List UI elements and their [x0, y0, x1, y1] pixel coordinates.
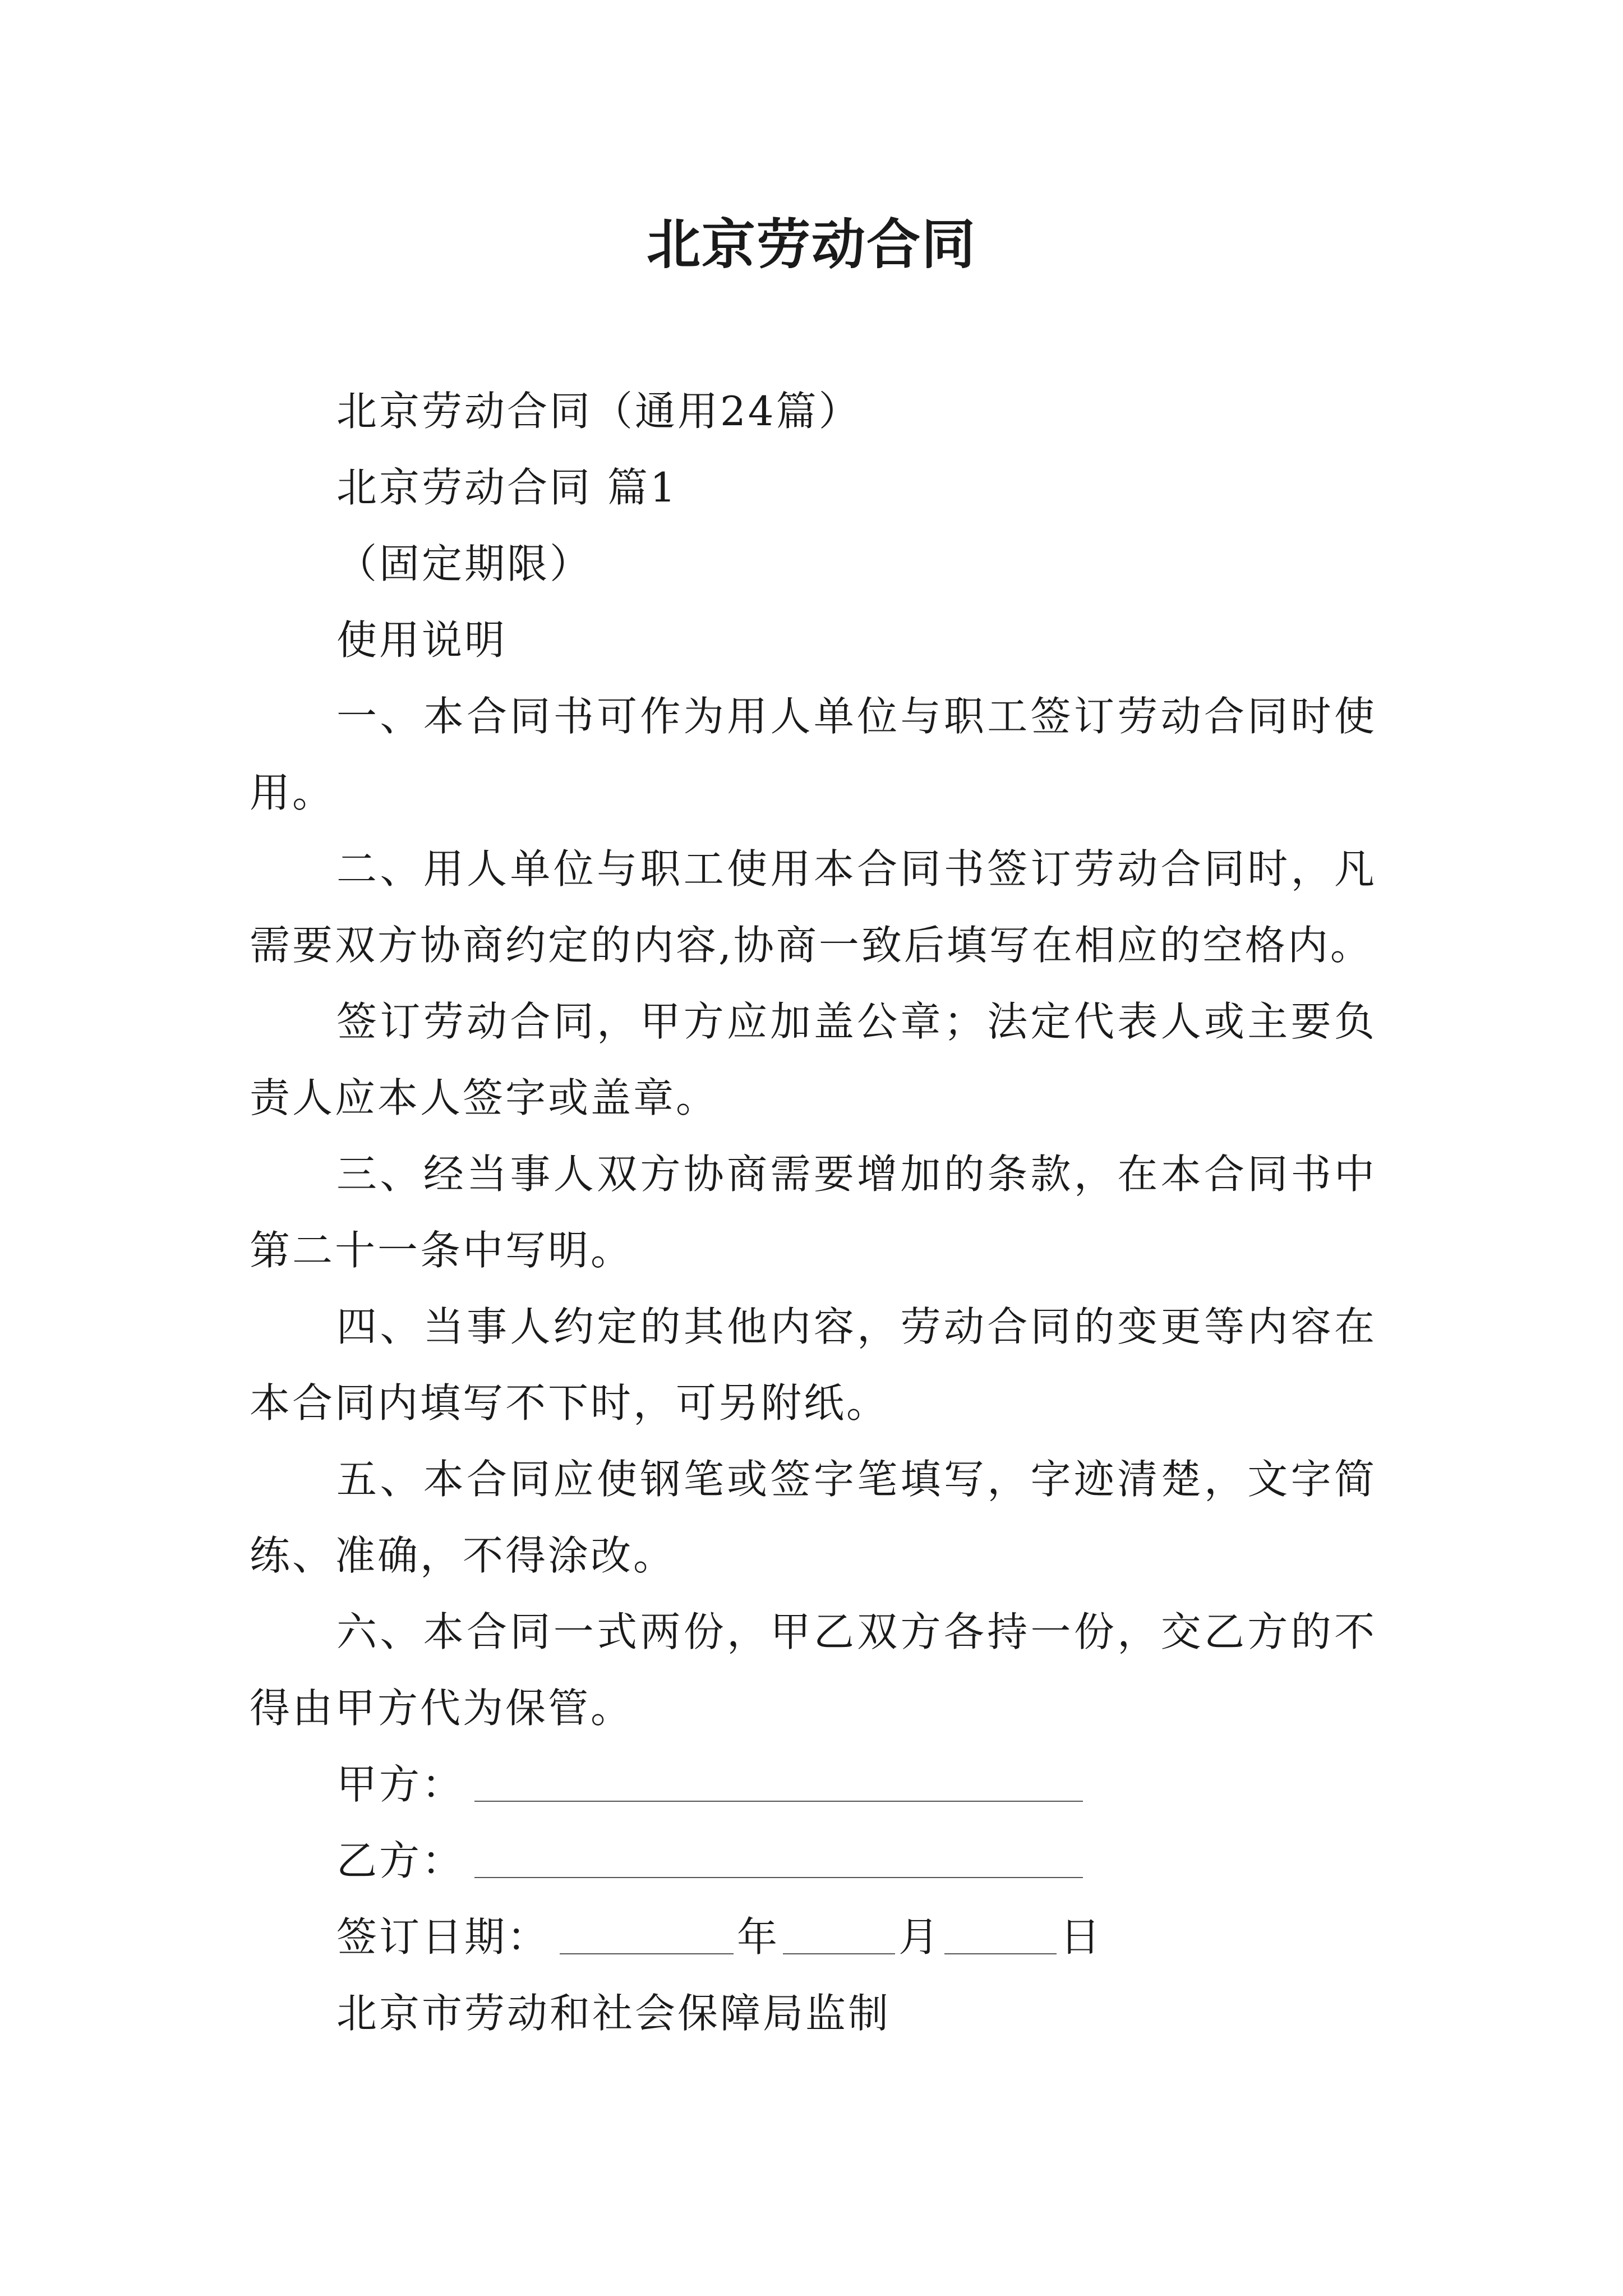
instructions-heading: 使用说明	[336, 616, 508, 664]
month-blank[interactable]	[783, 1920, 895, 1954]
clause-paragraph: 一、本合同书可作为用人单位与职工签订劳动合同时使用。	[250, 693, 1377, 816]
section-heading: 北京劳动合同 篇1	[336, 464, 678, 511]
clause-paragraph: 签订劳动合同，甲方应加盖公章；法定代表人或主要负责人应本人签字或盖章。	[250, 998, 1377, 1121]
party-a-row	[250, 1746, 1377, 1823]
sign-date-label: 签订日期：	[336, 1913, 550, 1961]
party-b-label: 乙方：	[336, 1837, 465, 1884]
document-body	[250, 373, 1377, 2051]
party-a-blank[interactable]	[474, 1767, 1083, 1802]
clause-paragraph: 二、用人单位与职工使用本合同书签订劳动合同时，凡需要双方协商约定的内容,协商一致后填写在相应的空格内。	[250, 845, 1377, 969]
year-blank[interactable]	[560, 1920, 734, 1954]
sign-date-row	[250, 1899, 1377, 1975]
contract-type: （固定期限）	[336, 540, 593, 587]
party-a-label: 甲方：	[336, 1761, 465, 1808]
party-b-row	[250, 1823, 1377, 1899]
clause-paragraph: 五、本合同应使钢笔或签字笔填写，字迹清楚，文字简练、准确，不得涂改。	[250, 1456, 1377, 1579]
day-blank[interactable]	[944, 1920, 1057, 1954]
clause-paragraph: 三、经当事人双方协商需要增加的条款，在本合同书中第二十一条中写明。	[250, 1151, 1377, 1274]
month-label: 月	[898, 1913, 942, 1961]
day-label: 日	[1060, 1913, 1103, 1961]
clause-paragraph: 四、当事人约定的其他内容，劳动合同的变更等内容在本合同内填写不下时，可另附纸。	[250, 1303, 1377, 1427]
party-b-blank[interactable]	[474, 1843, 1083, 1878]
issuer-line: 北京市劳动和社会保障局监制	[336, 1990, 891, 2037]
year-label: 年	[737, 1913, 780, 1961]
document-subtitle: 北京劳动合同（通用24篇）	[336, 388, 861, 435]
document-title: 北京劳动合同	[647, 213, 976, 276]
clause-paragraph: 六、本合同一式两份，甲乙双方各持一份，交乙方的不得由甲方代为保管。	[250, 1608, 1377, 1732]
